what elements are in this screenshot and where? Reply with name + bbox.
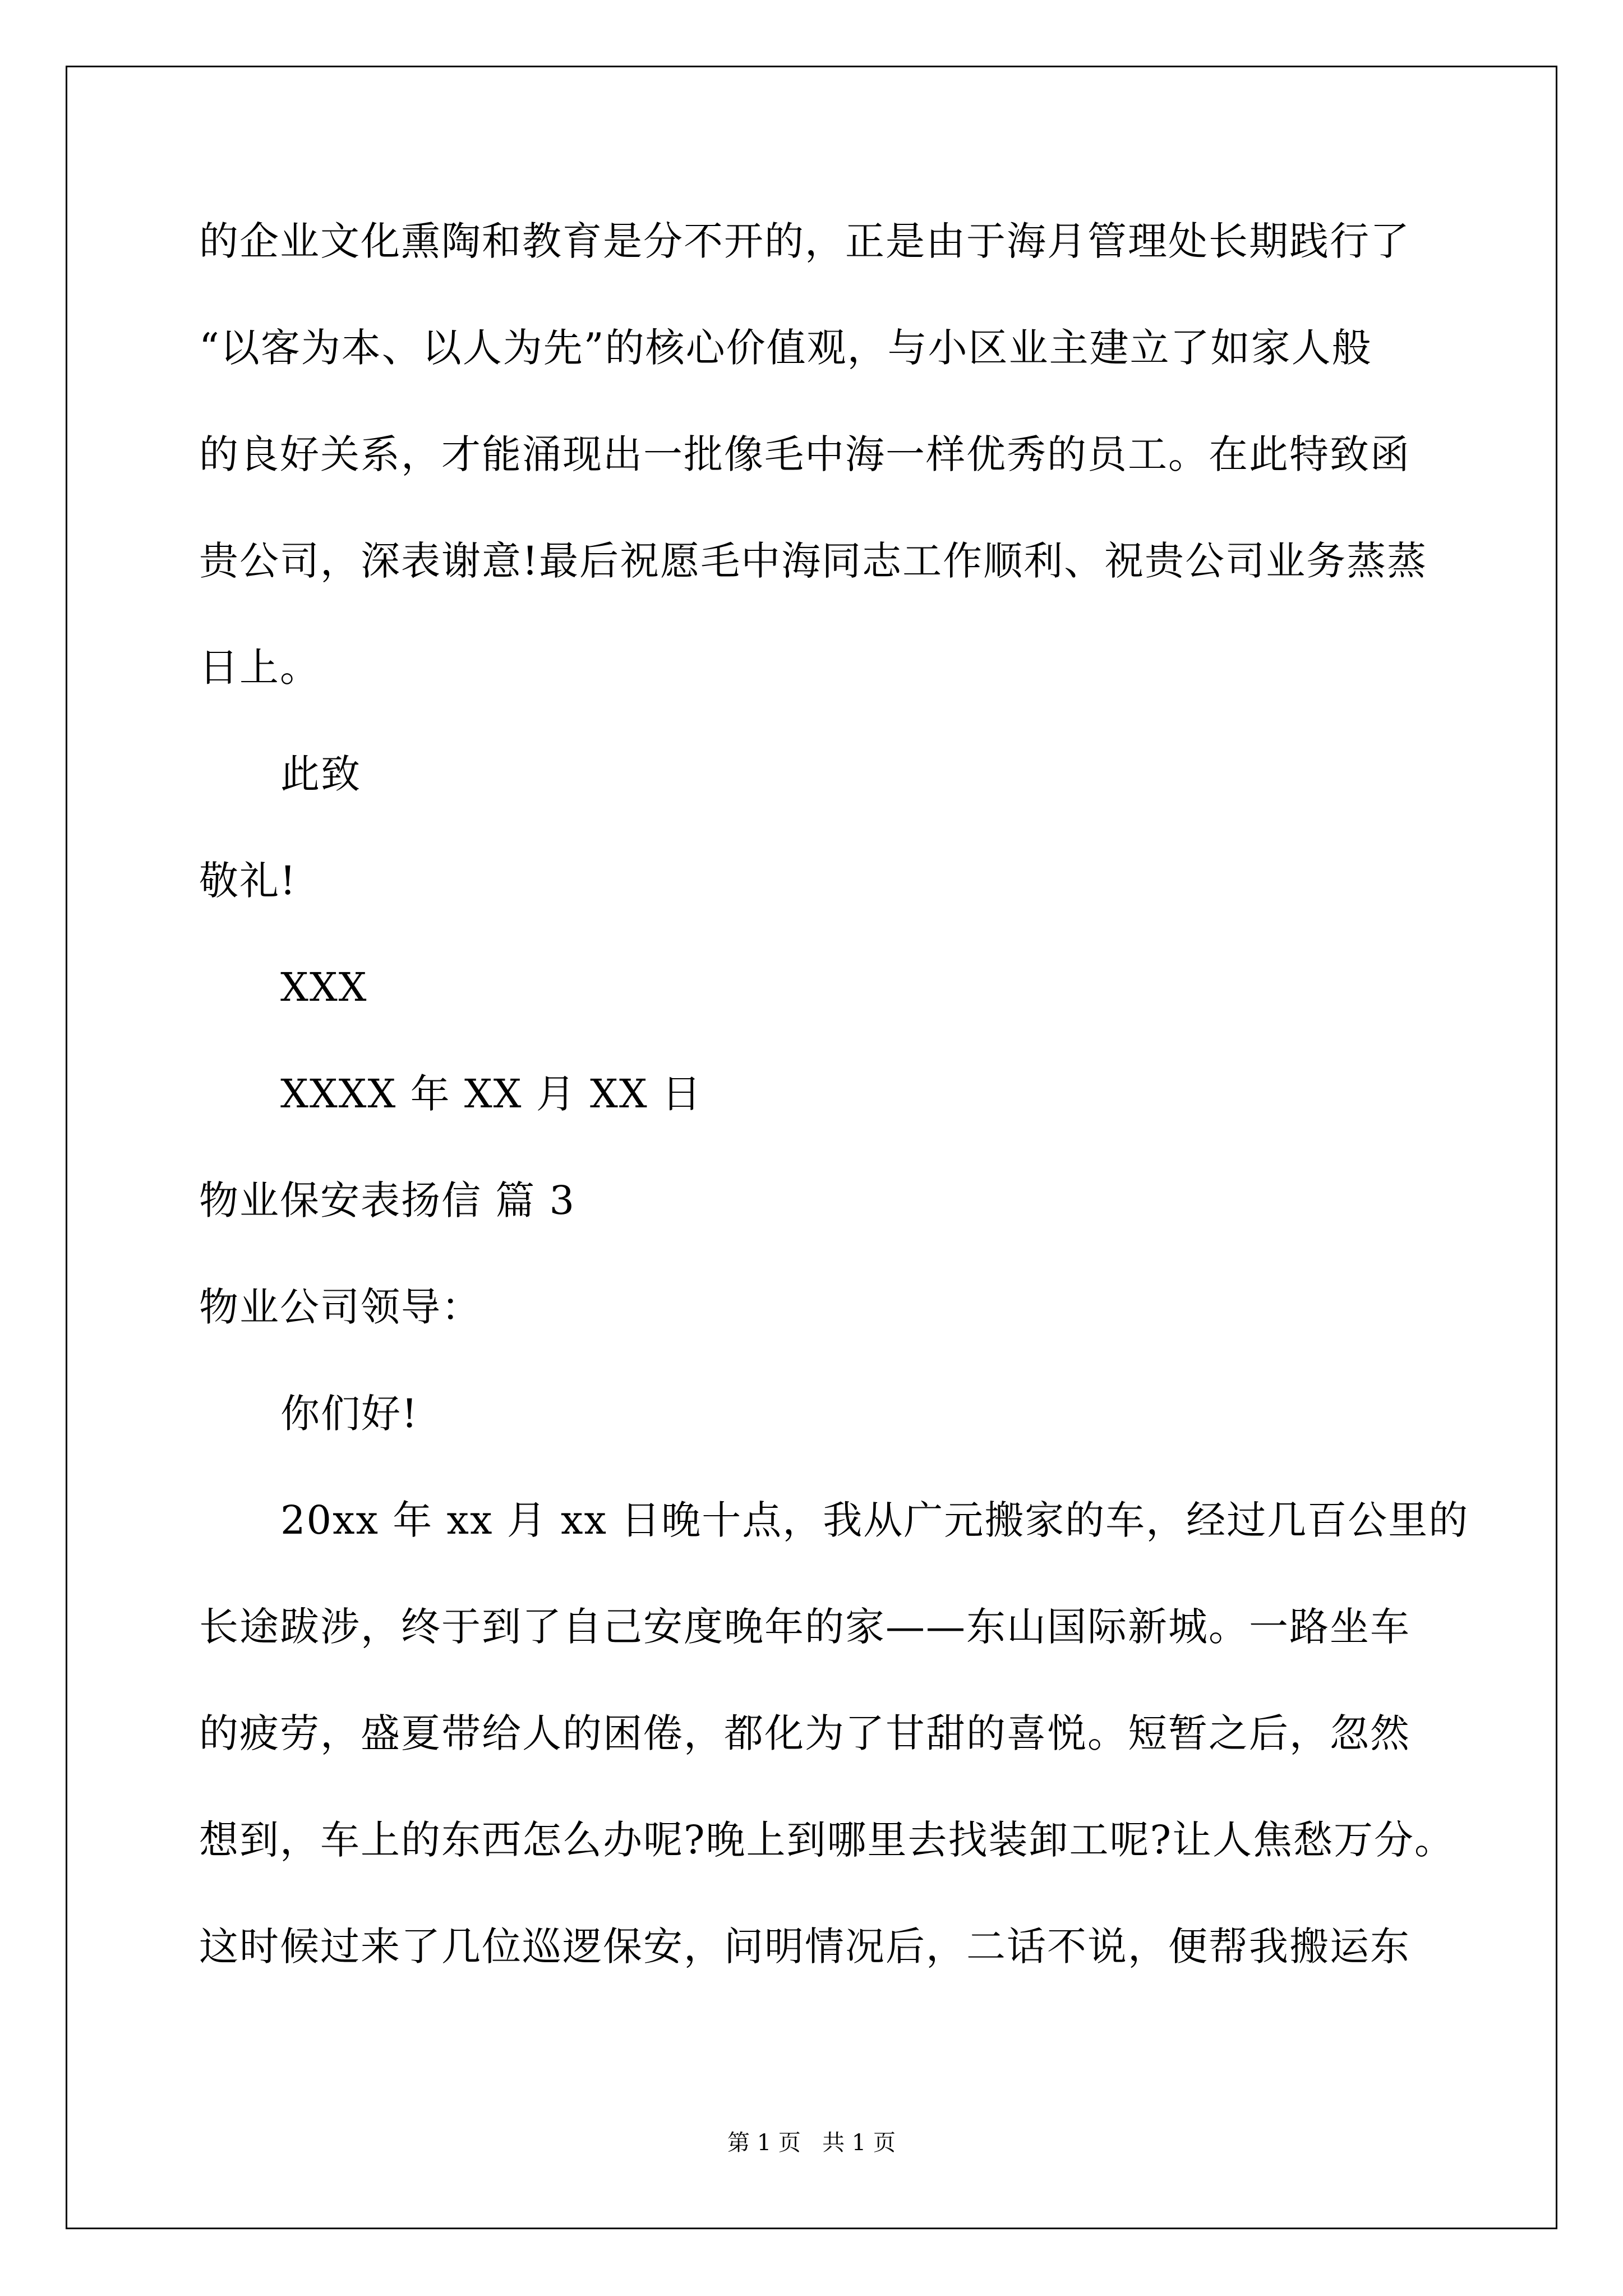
closing-salutation: 此致 [280,751,361,797]
paragraph-line: 这时候过来了几位巡逻保安，问明情况后，二话不说，便帮我搬运东 [199,1924,1410,1970]
paragraph-line: 贵公司，深表谢意!最后祝愿毛中海同志工作顺利、祝贵公司业务蒸蒸 [199,538,1428,584]
letter-recipient: 物业公司领导： [199,1284,482,1330]
closing-regards: 敬礼! [199,858,297,904]
signature-name: XXX [280,964,368,1010]
paragraph-line: 长途跋涉，终于到了自己安度晚年的家——东山国际新城。一路坐车 [199,1604,1410,1650]
paragraph-line: “以客为本、以人为先”的核心价值观，与小区业主建立了如家人般 [199,325,1372,371]
page-border [66,66,1557,2229]
paragraph-line: 想到，车上的东西怎么办呢?晚上到哪里去找装卸工呢?让人焦愁万分。 [199,1817,1455,1863]
letter-greeting: 你们好! [280,1391,419,1437]
section-heading: 物业保安表扬信 篇 3 [199,1177,576,1223]
paragraph-line: 的疲劳，盛夏带给人的困倦，都化为了甘甜的喜悦。短暂之后，忽然 [199,1710,1410,1756]
signature-date: XXXX 年 XX 月 XX 日 [280,1071,702,1117]
paragraph-line: 20xx 年 xx 月 xx 日晚十点，我从广元搬家的车，经过几百公里的 [280,1497,1469,1543]
paragraph-line: 的良好关系，才能涌现出一批像毛中海一样优秀的员工。在此特致函 [199,431,1410,477]
paragraph-line: 的企业文化熏陶和教育是分不开的，正是由于海月管理处长期践行了 [199,218,1410,264]
paragraph-line: 日上。 [199,645,320,691]
page-footer: 第 1 页 共 1 页 [727,2130,896,2156]
